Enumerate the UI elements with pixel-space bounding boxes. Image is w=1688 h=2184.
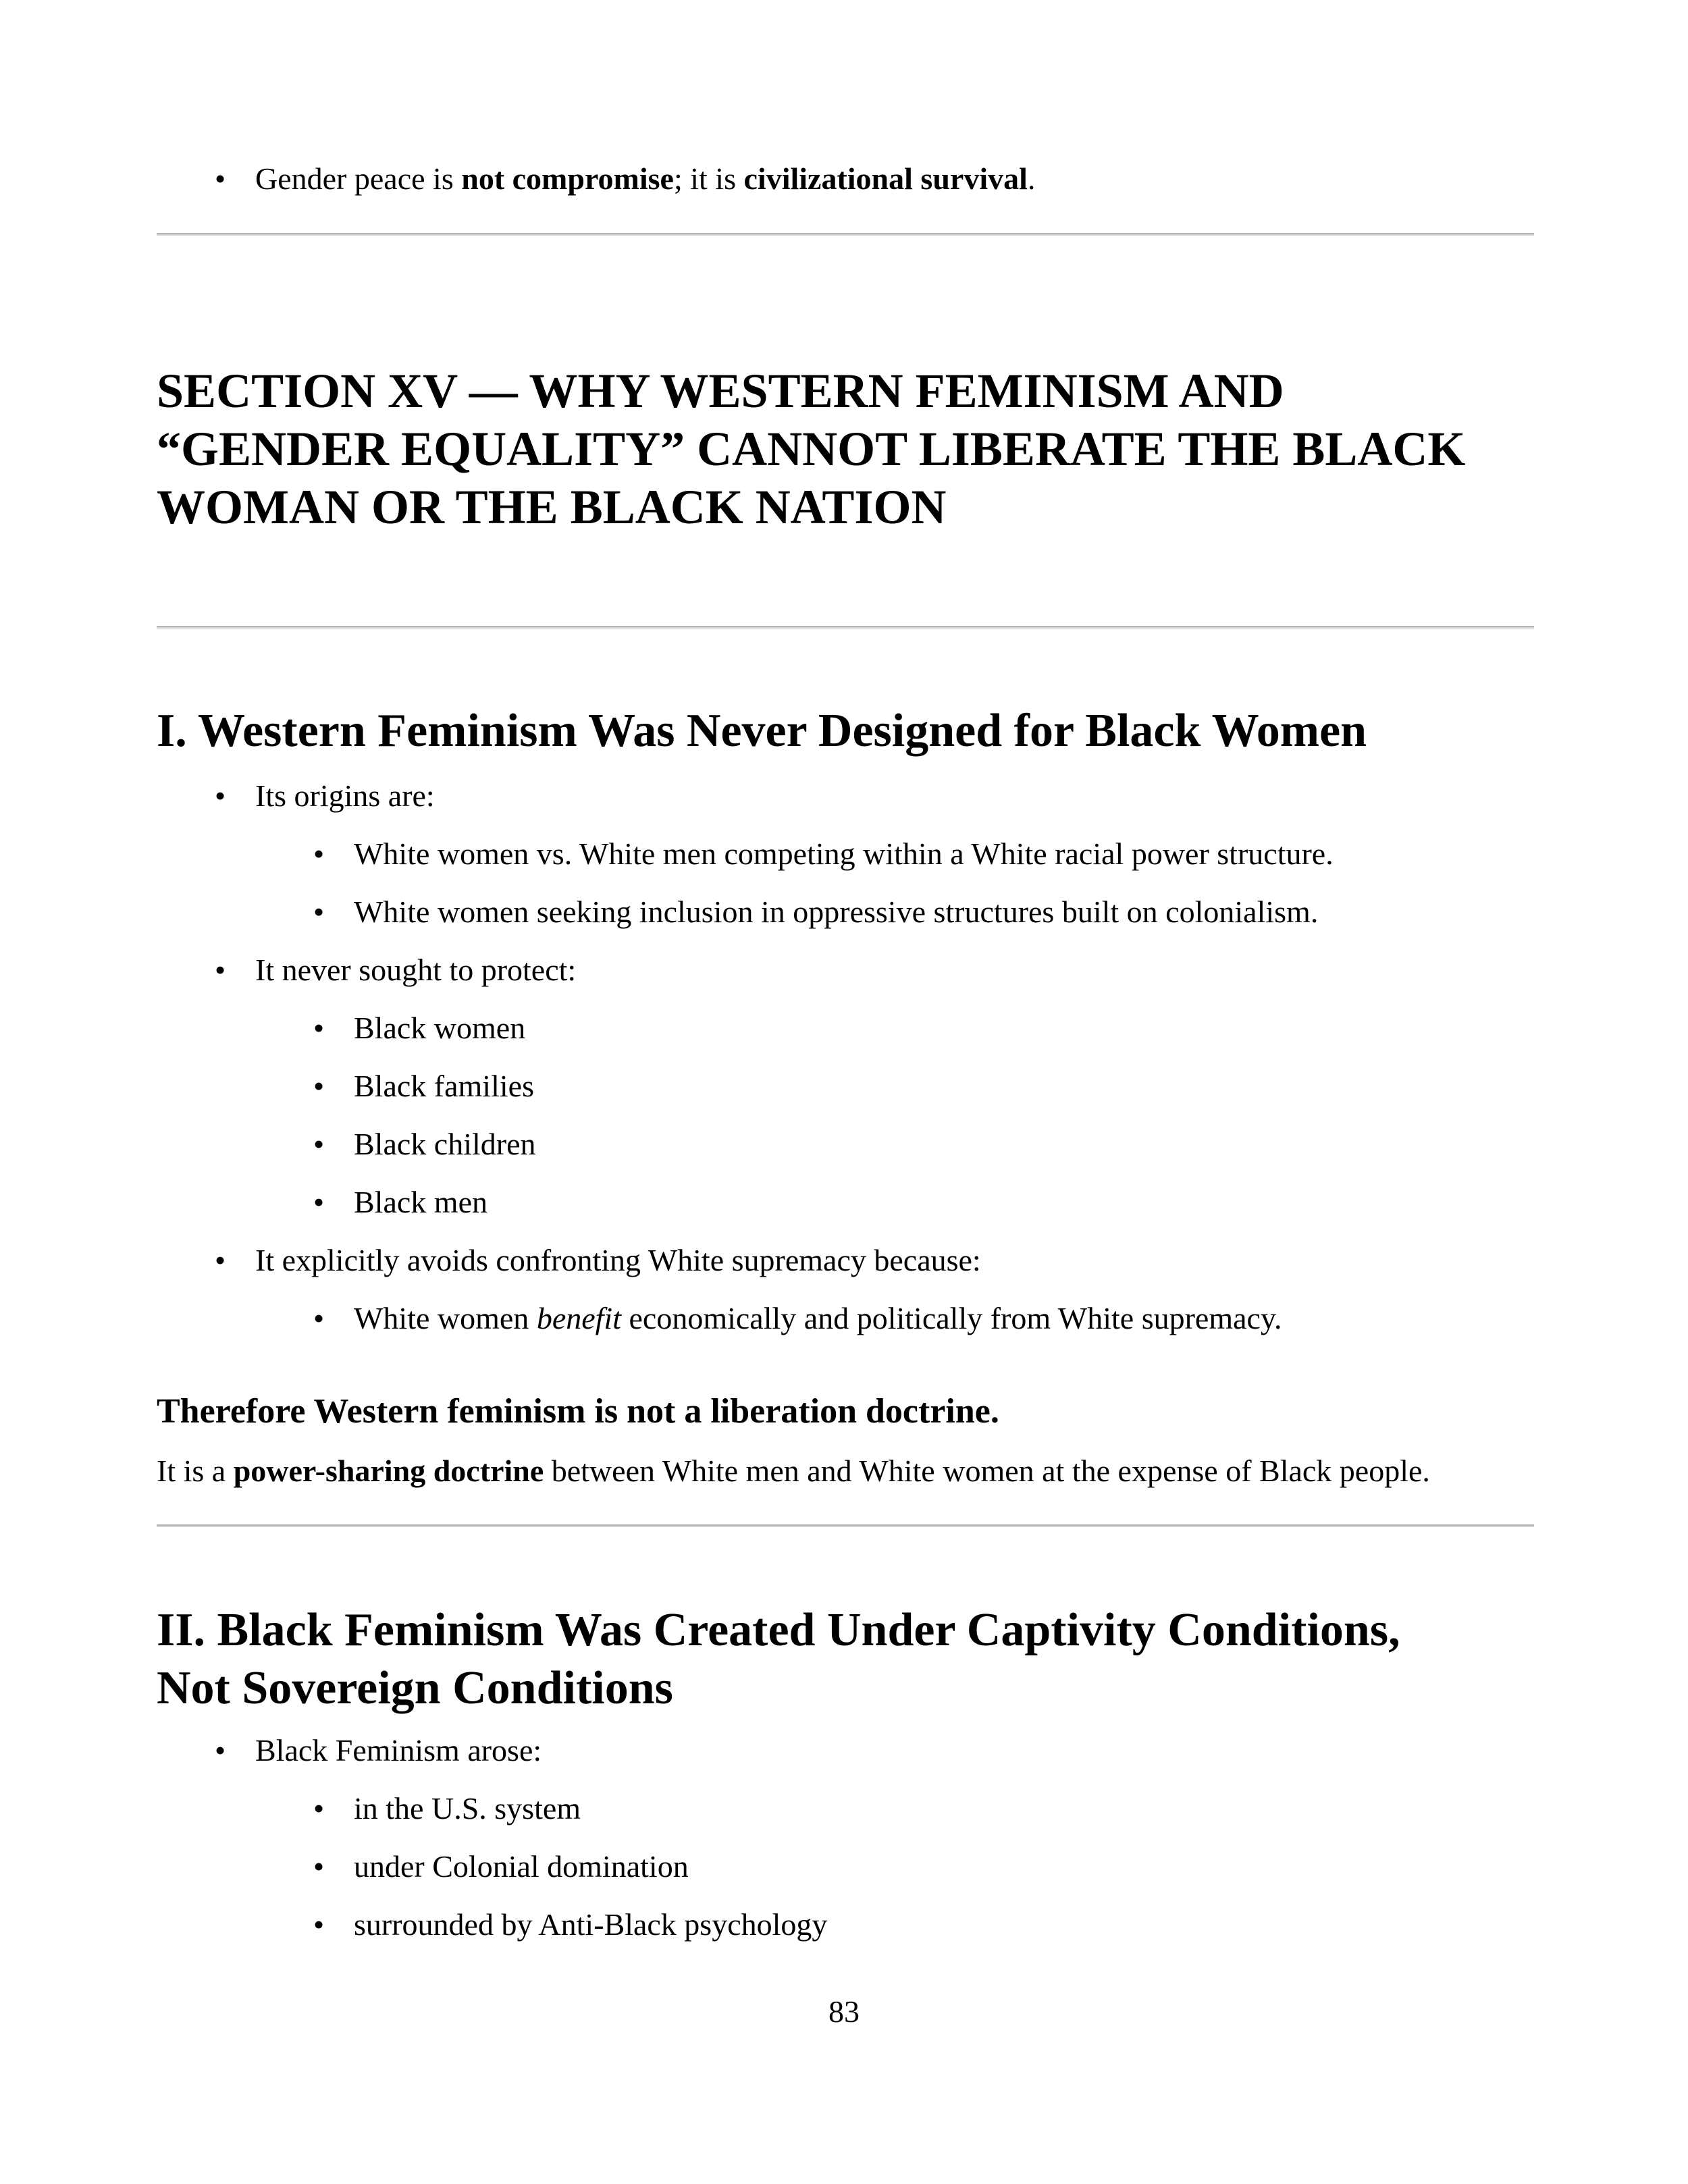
bullet-marker: • (215, 1243, 226, 1277)
list-item: Black men (354, 1185, 487, 1219)
list-item: It explicitly avoids confronting White supremacy because: (255, 1243, 981, 1277)
list-item: under Colonial domination (354, 1849, 689, 1884)
bullet-marker: • (313, 1849, 325, 1884)
list-item: surrounded by Anti-Black psychology (354, 1907, 828, 1942)
bullet-marker: • (215, 953, 226, 987)
heading-part-one: I. Western Feminism Was Never Designed for Black Women (157, 705, 1367, 757)
bullet-marker: • (313, 1907, 325, 1942)
list-item: White women seeking inclusion in oppressive structures built on colonialism. (354, 895, 1319, 929)
bullet-marker: • (215, 1733, 226, 1767)
bullet-marker: • (313, 1127, 325, 1161)
bullet-marker: • (313, 836, 325, 871)
list-item: in the U.S. system (354, 1791, 581, 1826)
horizontal-rule (157, 1524, 1534, 1527)
bullet-marker: • (313, 1301, 325, 1335)
heading-part-two: II. Black Feminism Was Created Under Captivity Conditions, Not Sovereign Conditions (157, 1604, 1400, 1714)
page-number: 83 (828, 1994, 860, 2029)
list-item: Black women (354, 1011, 526, 1045)
section-title: SECTION XV — WHY WESTERN FEMINISM AND “GENDER EQUALITY” CANNOT LIBERATE THE BLACK WOMAN OR THE BLACK NATION (157, 364, 1466, 534)
bullet-marker: • (313, 895, 325, 929)
horizontal-rule (157, 626, 1534, 629)
bullet-marker: • (313, 1185, 325, 1219)
list-item: Black families (354, 1069, 534, 1103)
list-item: White women benefit economically and politically from White supremacy. (354, 1301, 1282, 1335)
list-item: It never sought to protect: (255, 953, 577, 987)
conclusion-text: It is a power-sharing doctrine between White men and White women at the expense of Black people. (157, 1454, 1430, 1488)
bullet-marker: • (313, 1069, 325, 1103)
list-item: Black Feminism arose: (255, 1733, 542, 1767)
list-item: Its origins are: (255, 778, 435, 813)
bullet-marker: • (215, 161, 226, 196)
bullet-marker: • (215, 778, 226, 813)
bullet-marker: • (313, 1791, 325, 1826)
intro-bullet: Gender peace is not compromise; it is civilizational survival. (255, 161, 1036, 196)
conclusion-heading: Therefore Western feminism is not a liberation doctrine. (157, 1392, 999, 1431)
list-item: Black children (354, 1127, 536, 1161)
list-item: White women vs. White men competing within a White racial power structure. (354, 836, 1334, 871)
horizontal-rule (157, 233, 1534, 236)
bullet-marker: • (313, 1011, 325, 1045)
